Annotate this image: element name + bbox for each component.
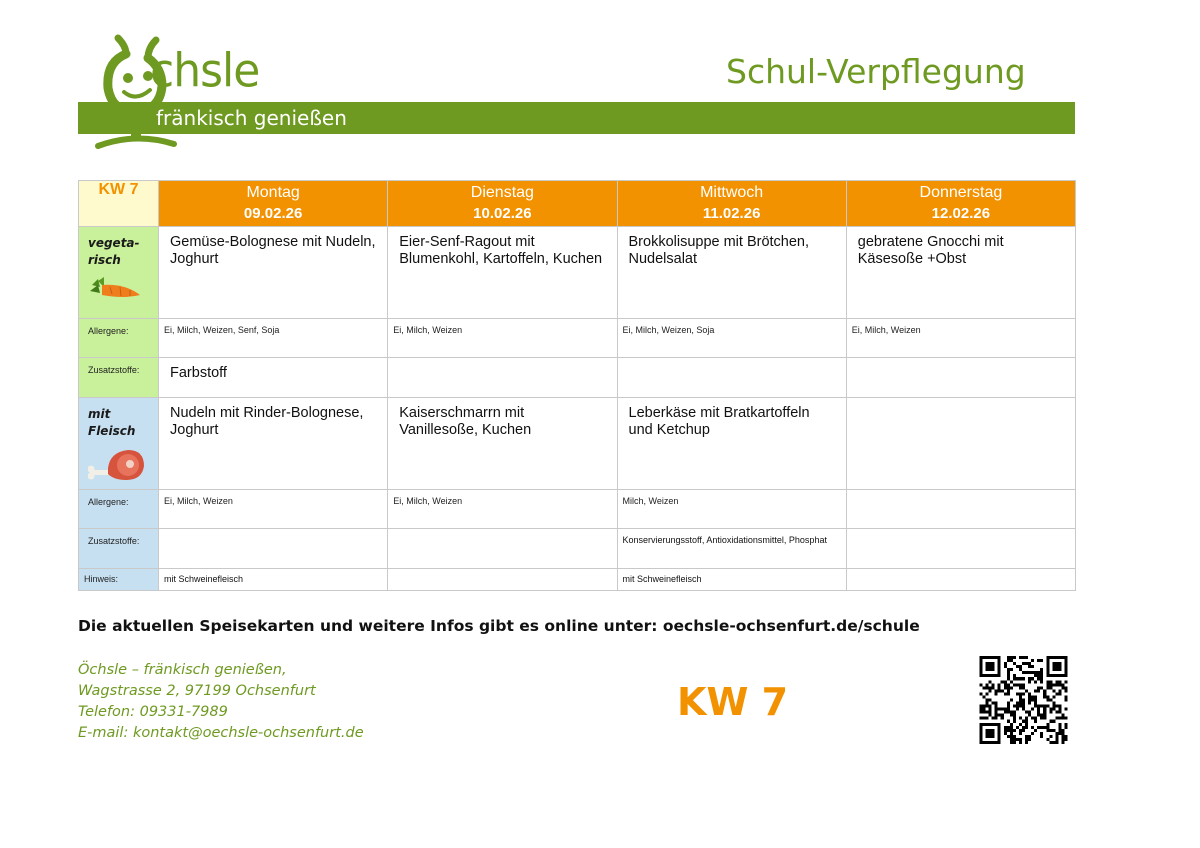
- week-label-large: KW 7: [677, 680, 789, 724]
- allergen-cell: Ei, Milch, Weizen, Senf, Soja: [159, 319, 388, 358]
- day-header-thursday: [846, 181, 1075, 227]
- allergen-cell: Ei, Milch, Weizen: [846, 319, 1075, 358]
- day-name: Montag: [246, 184, 300, 201]
- allergen-cell: Milch, Weizen: [617, 490, 846, 529]
- day-name: Dienstag: [470, 184, 534, 201]
- day-header-tuesday: [388, 181, 617, 227]
- additive-cell: [388, 358, 617, 398]
- day-date: 09.02.26: [243, 205, 303, 222]
- address-line: Telefon: 09331-7989: [78, 704, 228, 720]
- dish-cell: Leberkäse mit Bratkartoffeln und Ketchup: [617, 398, 846, 490]
- additive-label: Zusatzstoffe:: [79, 358, 159, 398]
- week-label: KW 7: [79, 181, 159, 227]
- address-line: Wagstrasse 2, 97199 Ochsenfurt: [78, 683, 316, 699]
- category-vegetarian: [79, 227, 159, 319]
- category-label-line: mit: [88, 407, 111, 421]
- logo-wordmark: chsle: [150, 44, 260, 99]
- dish-cell: [846, 398, 1075, 490]
- note-label: Hinweis:: [79, 569, 159, 591]
- weekly-menu-table: [78, 180, 1076, 591]
- table-header-row: [79, 181, 1076, 227]
- additive-cell: [846, 358, 1075, 398]
- note-cell: [388, 569, 617, 591]
- logo-subtitle: fränkisch genießen: [156, 106, 347, 130]
- additive-cell: [388, 529, 617, 569]
- day-date: 10.02.26: [473, 205, 532, 222]
- note-cell: mit Schweinefleisch: [617, 569, 846, 591]
- allergen-cell: Ei, Milch, Weizen, Soja: [617, 319, 846, 358]
- qr-code-icon: [977, 656, 1070, 744]
- table-row-meat-additives: [79, 529, 1076, 569]
- carrot-icon: [88, 275, 144, 305]
- allergen-label: Allergene:: [79, 490, 159, 529]
- allergen-cell: [846, 490, 1075, 529]
- ham-icon: [88, 446, 146, 484]
- allergen-label: Allergene:: [79, 319, 159, 358]
- table-row-vegetarian-allergens: [79, 319, 1076, 358]
- table-row-vegetarian-additives: [79, 358, 1076, 398]
- day-date: 11.02.26: [702, 205, 761, 222]
- day-name: Mittwoch: [700, 184, 764, 201]
- dish-cell: Nudeln mit Rinder-Bolognese, Joghurt: [159, 398, 388, 490]
- day-name: Donnerstag: [919, 184, 1003, 201]
- address-line: Öchsle – fränkisch genießen,: [78, 662, 287, 678]
- address-block: [78, 660, 364, 744]
- dish-cell: Gemüse-Bolognese mit Nudeln, Joghurt: [159, 227, 388, 319]
- allergen-cell: Ei, Milch, Weizen: [388, 490, 617, 529]
- note-cell: mit Schweinefleisch: [159, 569, 388, 591]
- dish-cell: Eier-Senf-Ragout mit Blumenkohl, Kartoffeln, Kuchen: [388, 227, 617, 319]
- note-cell: [846, 569, 1075, 591]
- category-meat: [79, 398, 159, 490]
- table-row-meat-dish: [79, 398, 1076, 490]
- category-label-line: Fleisch: [88, 424, 136, 438]
- day-header-monday: [159, 181, 388, 227]
- dish-cell: Kaiserschmarrn mit Vanillesoße, Kuchen: [388, 398, 617, 490]
- page-title: Schul-Verpflegung: [726, 52, 1026, 91]
- allergen-cell: Ei, Milch, Weizen: [159, 490, 388, 529]
- additive-cell: [159, 529, 388, 569]
- category-label-line: vegeta-: [88, 236, 140, 250]
- allergen-cell: Ei, Milch, Weizen: [388, 319, 617, 358]
- table-row-meat-notes: [79, 569, 1076, 591]
- dish-cell: gebratene Gnocchi mit Käsesoße +Obst: [846, 227, 1075, 319]
- table-row-meat-allergens: [79, 490, 1076, 529]
- dish-cell: Brokkolisuppe mit Brötchen, Nudelsalat: [617, 227, 846, 319]
- additive-label: Zusatzstoffe:: [79, 529, 159, 569]
- day-header-wednesday: [617, 181, 846, 227]
- additive-cell: Farbstoff: [159, 358, 388, 398]
- table-row-vegetarian-dish: [79, 227, 1076, 319]
- day-date: 12.02.26: [931, 205, 991, 222]
- additive-cell: Konservierungsstoff, Antioxidationsmittel, Phosphat: [617, 529, 846, 569]
- category-label-line: risch: [88, 253, 121, 267]
- additive-cell: [617, 358, 846, 398]
- additive-cell: [846, 529, 1075, 569]
- address-line: E-mail: kontakt@oechsle-ochsenfurt.de: [78, 725, 364, 741]
- online-info-text: Die aktuellen Speisekarten und weitere Infos gibt es online unter: oechsle-ochsenfurt.de/schule: [78, 617, 920, 635]
